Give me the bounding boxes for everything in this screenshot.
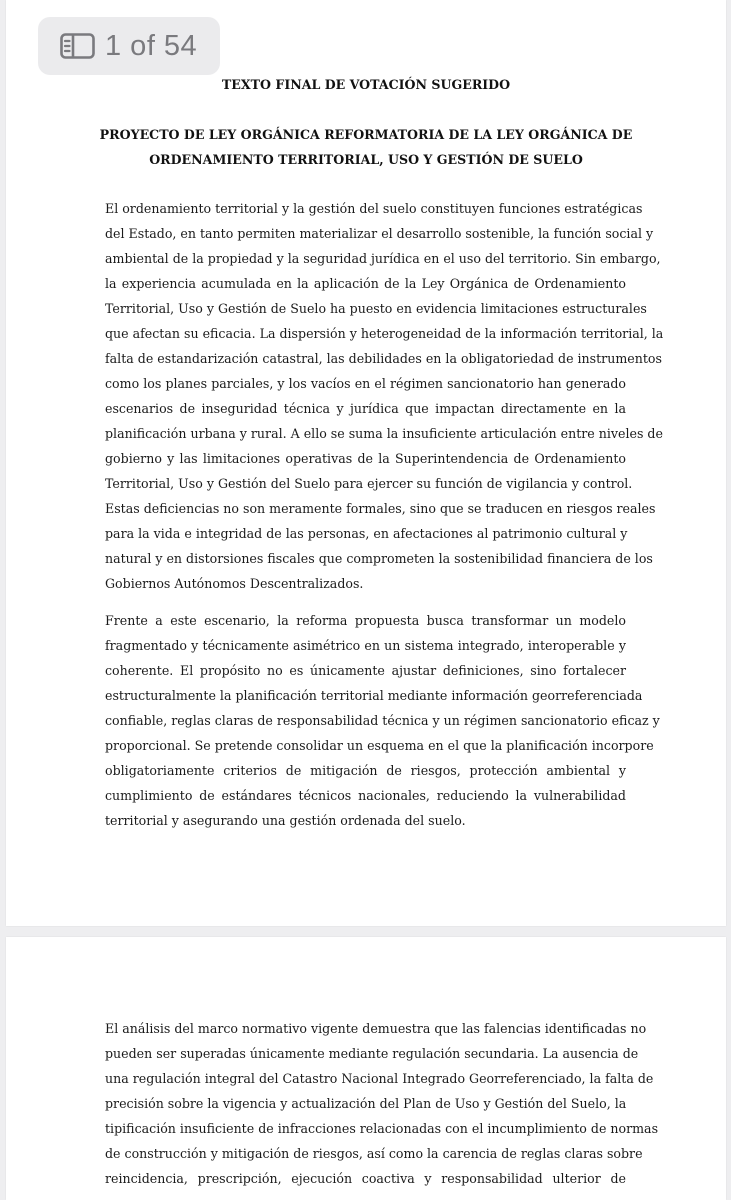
text-line: de construcción y mitigación de riesgos, así como la carencia de reglas claras sobre <box>105 1146 643 1161</box>
text-line: escenarios de inseguridad técnica y jurídica que impactan directamente en la <box>105 401 626 416</box>
text-line: para la vida e integridad de las personas, en afectaciones al patrimonio cultural y <box>105 526 628 541</box>
text-line: natural y en distorsiones fiscales que comprometen la sostenibilidad financiera de los <box>105 551 653 566</box>
paragraph-1 <box>105 196 664 596</box>
text-line: del Estado, en tanto permiten materializar el desarrollo sostenible, la función social y <box>105 226 654 241</box>
text-line: una regulación integral del Catastro Nacional Integrado Georreferenciado, la falta de <box>105 1071 654 1086</box>
text-line: Territorial, Uso y Gestión de Suelo ha puesto en evidencia limitaciones estructurales <box>105 301 647 316</box>
text-line: planificación urbana y rural. A ello se suma la insuficiente articulación entre niveles de <box>105 426 663 441</box>
paragraph-3 <box>105 1016 659 1191</box>
text-line: falta de estandarización catastral, las debilidades en la obligatoriedad de instrumentos <box>105 351 662 366</box>
text-line: precisión sobre la vigencia y actualización del Plan de Uso y Gestión del Suelo, la <box>105 1096 627 1111</box>
text-line: ambiental de la propiedad y la seguridad jurídica en el uso del territorio. Sin embargo, <box>105 251 661 266</box>
text-line: Frente a este escenario, la reforma propuesta busca transformar un modelo <box>105 613 626 628</box>
text-line: tipificación insuficiente de infracciones relacionadas con el incumplimiento de normas <box>105 1121 659 1136</box>
document-page-2 <box>6 937 726 1200</box>
text-line: reincidencia, prescripción, ejecución coactiva y responsabilidad ulterior de <box>105 1171 626 1186</box>
page-indicator[interactable] <box>38 17 220 75</box>
text-line: como los planes parciales, y los vacíos en el régimen sancionatorio han generado <box>105 376 626 391</box>
text-line: territorial y asegurando una gestión ordenada del suelo. <box>105 813 466 828</box>
document-subtitle <box>6 122 726 172</box>
subtitle-line: ORDENAMIENTO TERRITORIAL, USO Y GESTIÓN DE SUELO <box>149 152 583 167</box>
text-line: El análisis del marco normativo vigente demuestra que las falencias identificadas no <box>105 1021 647 1036</box>
text-line: fragmentado y técnicamente asimétrico en un sistema integrado, interoperable y <box>105 638 626 653</box>
paragraph-2 <box>105 608 660 833</box>
subtitle-line: PROYECTO DE LEY ORGÁNICA REFORMATORIA DE LA LEY ORGÁNICA DE <box>99 127 633 142</box>
document-title: TEXTO FINAL DE VOTACIÓN SUGERIDO <box>221 77 511 92</box>
document-page-1 <box>6 0 726 926</box>
text-line: Territorial, Uso y Gestión del Suelo para ejercer su función de vigilancia y control. <box>105 476 633 491</box>
text-line: confiable, reglas claras de responsabilidad técnica y un régimen sancionatorio eficaz y <box>105 713 660 728</box>
sidebar-icon[interactable] <box>60 33 95 59</box>
text-line: cumplimiento de estándares técnicos nacionales, reduciendo la vulnerabilidad <box>105 788 626 803</box>
text-line: pueden ser superadas únicamente mediante regulación secundaria. La ausencia de <box>105 1046 639 1061</box>
text-line: coherente. El propósito no es únicamente ajustar definiciones, sino fortalecer <box>105 663 626 678</box>
text-line: Gobiernos Autónomos Descentralizados. <box>105 576 364 591</box>
text-line: obligatoriamente criterios de mitigación de riesgos, protección ambiental y <box>105 763 626 778</box>
text-line: gobierno y las limitaciones operativas de la Superintendencia de Ordenamiento <box>105 451 626 466</box>
text-line: la experiencia acumulada en la aplicación de la Ley Orgánica de Ordenamiento <box>105 276 626 291</box>
text-line: proporcional. Se pretende consolidar un esquema en el que la planificación incorpore <box>105 738 654 753</box>
text-line: El ordenamiento territorial y la gestión del suelo constituyen funciones estratégicas <box>105 201 643 216</box>
page-count-label: 1 of 54 <box>105 30 198 62</box>
text-line: estructuralmente la planificación territorial mediante información georreferenciada <box>105 688 643 703</box>
text-line: que afectan su eficacia. La dispersión y heterogeneidad de la información territorial, la <box>105 326 664 341</box>
text-line: Estas deficiencias no son meramente formales, sino que se traducen en riesgos reales <box>105 501 656 516</box>
